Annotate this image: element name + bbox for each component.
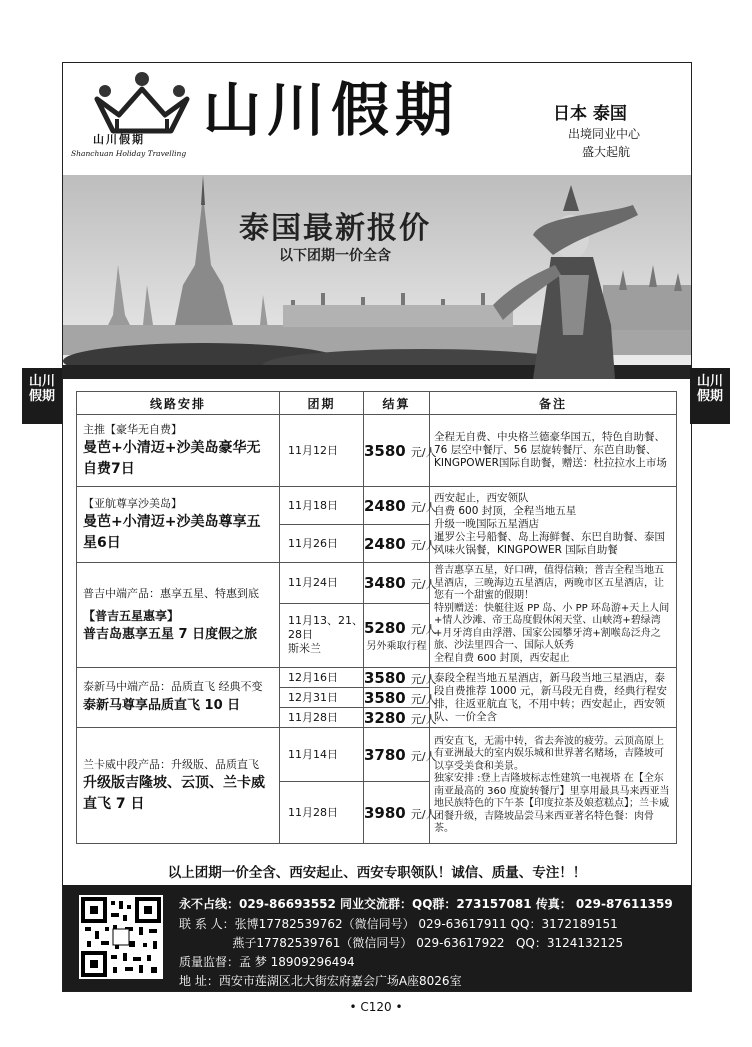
- price-unit: 元/人: [410, 446, 437, 459]
- contact-person-1: 联 系 人：张博17782539762（微信同号） 029-63617911 QQ：3172189151: [179, 917, 618, 931]
- route-category: 兰卡威中段产品：升级版、品质直飞: [83, 757, 259, 771]
- price-unit: 元/人: [410, 693, 437, 706]
- price-cell: [364, 525, 437, 563]
- note-cell: 泰段全程当地五星酒店，新马段当地三星酒店，泰段自费推荐 1000 元，新马段无自费，经典行程安排，往返亚航直飞，不用中转；西安起止，西安领队、一价全含: [430, 668, 677, 728]
- route-category: 普吉中端产品：惠享五星、特惠到底: [83, 586, 259, 600]
- brand-title: 山川假期: [203, 76, 460, 144]
- route-name: 泰新马尊享品质直飞 10 日: [83, 698, 241, 713]
- price-value: 3580: [364, 442, 406, 460]
- price-cell: [364, 708, 437, 728]
- route-name: 普吉岛惠享五星 7 日度假之旅: [83, 626, 258, 642]
- price-unit: 元/人: [410, 539, 437, 552]
- price-value: 2480: [364, 535, 406, 553]
- route-category: 【亚航尊享沙美岛】: [83, 496, 182, 510]
- banner: [63, 175, 691, 379]
- price-value: 3580: [364, 669, 406, 687]
- tour-date: 11月12日: [280, 415, 364, 487]
- tour-date: 11月28日: [280, 782, 364, 844]
- side-tab-label: 山川假期: [28, 374, 55, 404]
- route-name: 升级版吉隆坡、云顶、兰卡威直飞 7 日: [83, 774, 265, 812]
- table-row: [77, 415, 677, 487]
- route-cell: [77, 487, 280, 563]
- table-row: [77, 487, 677, 525]
- logo-english: Shanchuan Holiday Travelling: [71, 149, 187, 158]
- route-category: 主推【豪华无自费】: [83, 422, 182, 436]
- page-number: • C120 •: [349, 1000, 403, 1014]
- price-unit: 元/人: [410, 673, 437, 686]
- price-unit: 元/人: [410, 713, 437, 726]
- banner-subtitle: 以下团期一价全含: [279, 248, 391, 264]
- price-unit: 元/人: [410, 623, 437, 637]
- table-header-row: [77, 392, 677, 415]
- tour-date: 11月14日: [280, 728, 364, 782]
- note-cell: 西安直飞，无需中转，省去奔波的疲劳。云顶高原上有亚洲最大的室内娱乐城和世界著名赌场，吉隆坡可以享受美食和美景。 独家安排 :登上吉隆坡标志性建筑一电视塔 在【全东南亚最高的 360 度旋转餐厅】里享用最具马来西亚当地民族特色的下午茶【印度拉茶及娘惹糕点】；兰卡威团餐升级，吉隆坡品尝马来西亚著名特色餐：肉骨茶。: [430, 728, 677, 844]
- route-cell: [77, 728, 280, 844]
- table-row: [77, 668, 677, 688]
- price-unit: 元/人: [410, 501, 437, 514]
- tour-date-extra: 斯米兰: [288, 642, 321, 656]
- logo-chinese: 山川假期: [93, 133, 145, 146]
- side-tab-label: 山川假期: [696, 374, 723, 404]
- price-cell: [364, 688, 437, 708]
- price-cell: [364, 487, 437, 525]
- route-cell: [77, 415, 280, 487]
- price-unit: 元/人: [410, 808, 437, 821]
- price-value: 3780: [364, 746, 406, 764]
- header-price: 结算: [364, 392, 430, 415]
- tagline-2: 盛大起航: [582, 145, 631, 159]
- route-name: 曼芭+小清迈+沙美岛豪华无自费7日: [83, 439, 261, 477]
- hotline: 永不占线：029-86693552 同业交流群：QQ群：273157081 传真： 029-87611359: [179, 897, 673, 911]
- note-cell: 西安起止，西安领队 自费 600 封顶，全程当地五星 升级一晚国际五星酒店 暹罗公主号船餐、岛上海鲜餐、东巴自助餐、泰国风味火锅餐，KINGPOWER 国际自助餐: [430, 487, 677, 563]
- price-value: 3980: [364, 804, 406, 822]
- contact-footer: [63, 885, 691, 991]
- price-unit: 元/人: [410, 750, 437, 763]
- qr-code-icon: [79, 895, 163, 979]
- tour-date: 12月31日: [280, 688, 364, 708]
- route-name: 曼芭+小清迈+沙美岛尊享五星6日: [83, 513, 261, 551]
- brochure-page: [62, 62, 692, 992]
- price-cell: [364, 728, 437, 782]
- address: 地 址：西安市莲湖区北大街宏府嘉会广场A座8026室: [179, 974, 462, 988]
- table-row: [77, 563, 677, 604]
- tour-date-cell: [280, 603, 364, 667]
- slogan: 以上团期一价全含、西安起止、西安专职领队！诚信、质量、专注！！: [167, 865, 587, 881]
- quality-supervision: 质量监督：孟 梦 18909296494: [179, 955, 355, 969]
- price-cell: [364, 603, 437, 667]
- tour-date: 12月16日: [280, 668, 364, 688]
- side-tab-right: [690, 368, 730, 424]
- price-value: 3280: [364, 709, 406, 727]
- note-cell: 普吉惠享五星，好口碑，值得信赖；普吉全程当地五星酒店，三晚海边五星酒店，两晚市区五星酒店，让您有一个甜蜜的假期！ 特别赠送：快艇往返 PP 岛、小 PP 环岛游+天上人间+情人沙滩、帝王岛度假休闲天堂、山峡湾+碧绿湾+月牙湾自由浮潜、国家公园攀牙湾+割喉岛泛舟之旅、沙法里四合一、国际人妖秀 全程自费 600 封顶，西安起止: [430, 563, 677, 668]
- tour-date: 11月28日: [280, 708, 364, 728]
- price-value: 2480: [364, 497, 406, 515]
- qr-code: [79, 895, 163, 979]
- route-category: 泰新马中端产品：品质直飞 经典不变: [83, 680, 263, 693]
- route-subtitle: 【普吉五星惠享】: [83, 608, 180, 623]
- price-value: 3580: [364, 689, 406, 707]
- tour-date: 11月18日: [280, 487, 364, 525]
- header-notes: 备注: [430, 392, 677, 415]
- price-note: 另外乘取行程: [366, 641, 427, 653]
- price-unit: 元/人: [410, 578, 437, 592]
- side-tab-left: [22, 368, 62, 424]
- price-cell: [364, 415, 437, 487]
- tagline-1: 出境同业中心: [568, 127, 641, 141]
- tour-date: 11月24日: [280, 563, 364, 604]
- note-cell: 全程无自费、中央格兰德豪华国五，特色自助餐、76 层空中餐厅、56 层旋转餐厅、东芭自助餐、KINGPOWER国际自助餐，赠送：杜拉拉水上市场: [430, 415, 677, 487]
- price-value: 3480: [364, 574, 406, 593]
- table-row: [77, 728, 677, 782]
- banner-title: 泰国最新报价: [239, 211, 431, 246]
- price-cell: [364, 563, 437, 604]
- countries: 日本 泰国: [553, 104, 627, 124]
- header-date: 团期: [280, 392, 364, 415]
- header-route: 线路安排: [77, 392, 280, 415]
- price-value: 5280: [364, 619, 406, 638]
- price-table: [76, 391, 677, 844]
- tour-date: 11月13、21、28日: [288, 614, 363, 642]
- route-cell: [77, 668, 280, 728]
- logo: [83, 69, 201, 175]
- price-cell: [364, 782, 437, 844]
- tour-date: 11月26日: [280, 525, 364, 563]
- route-cell: [77, 563, 280, 668]
- contact-person-2: 燕子17782539761（微信同号） 029-63617922 QQ：3124132125: [179, 936, 624, 950]
- crown-icon: [83, 69, 201, 139]
- price-cell: [364, 668, 437, 688]
